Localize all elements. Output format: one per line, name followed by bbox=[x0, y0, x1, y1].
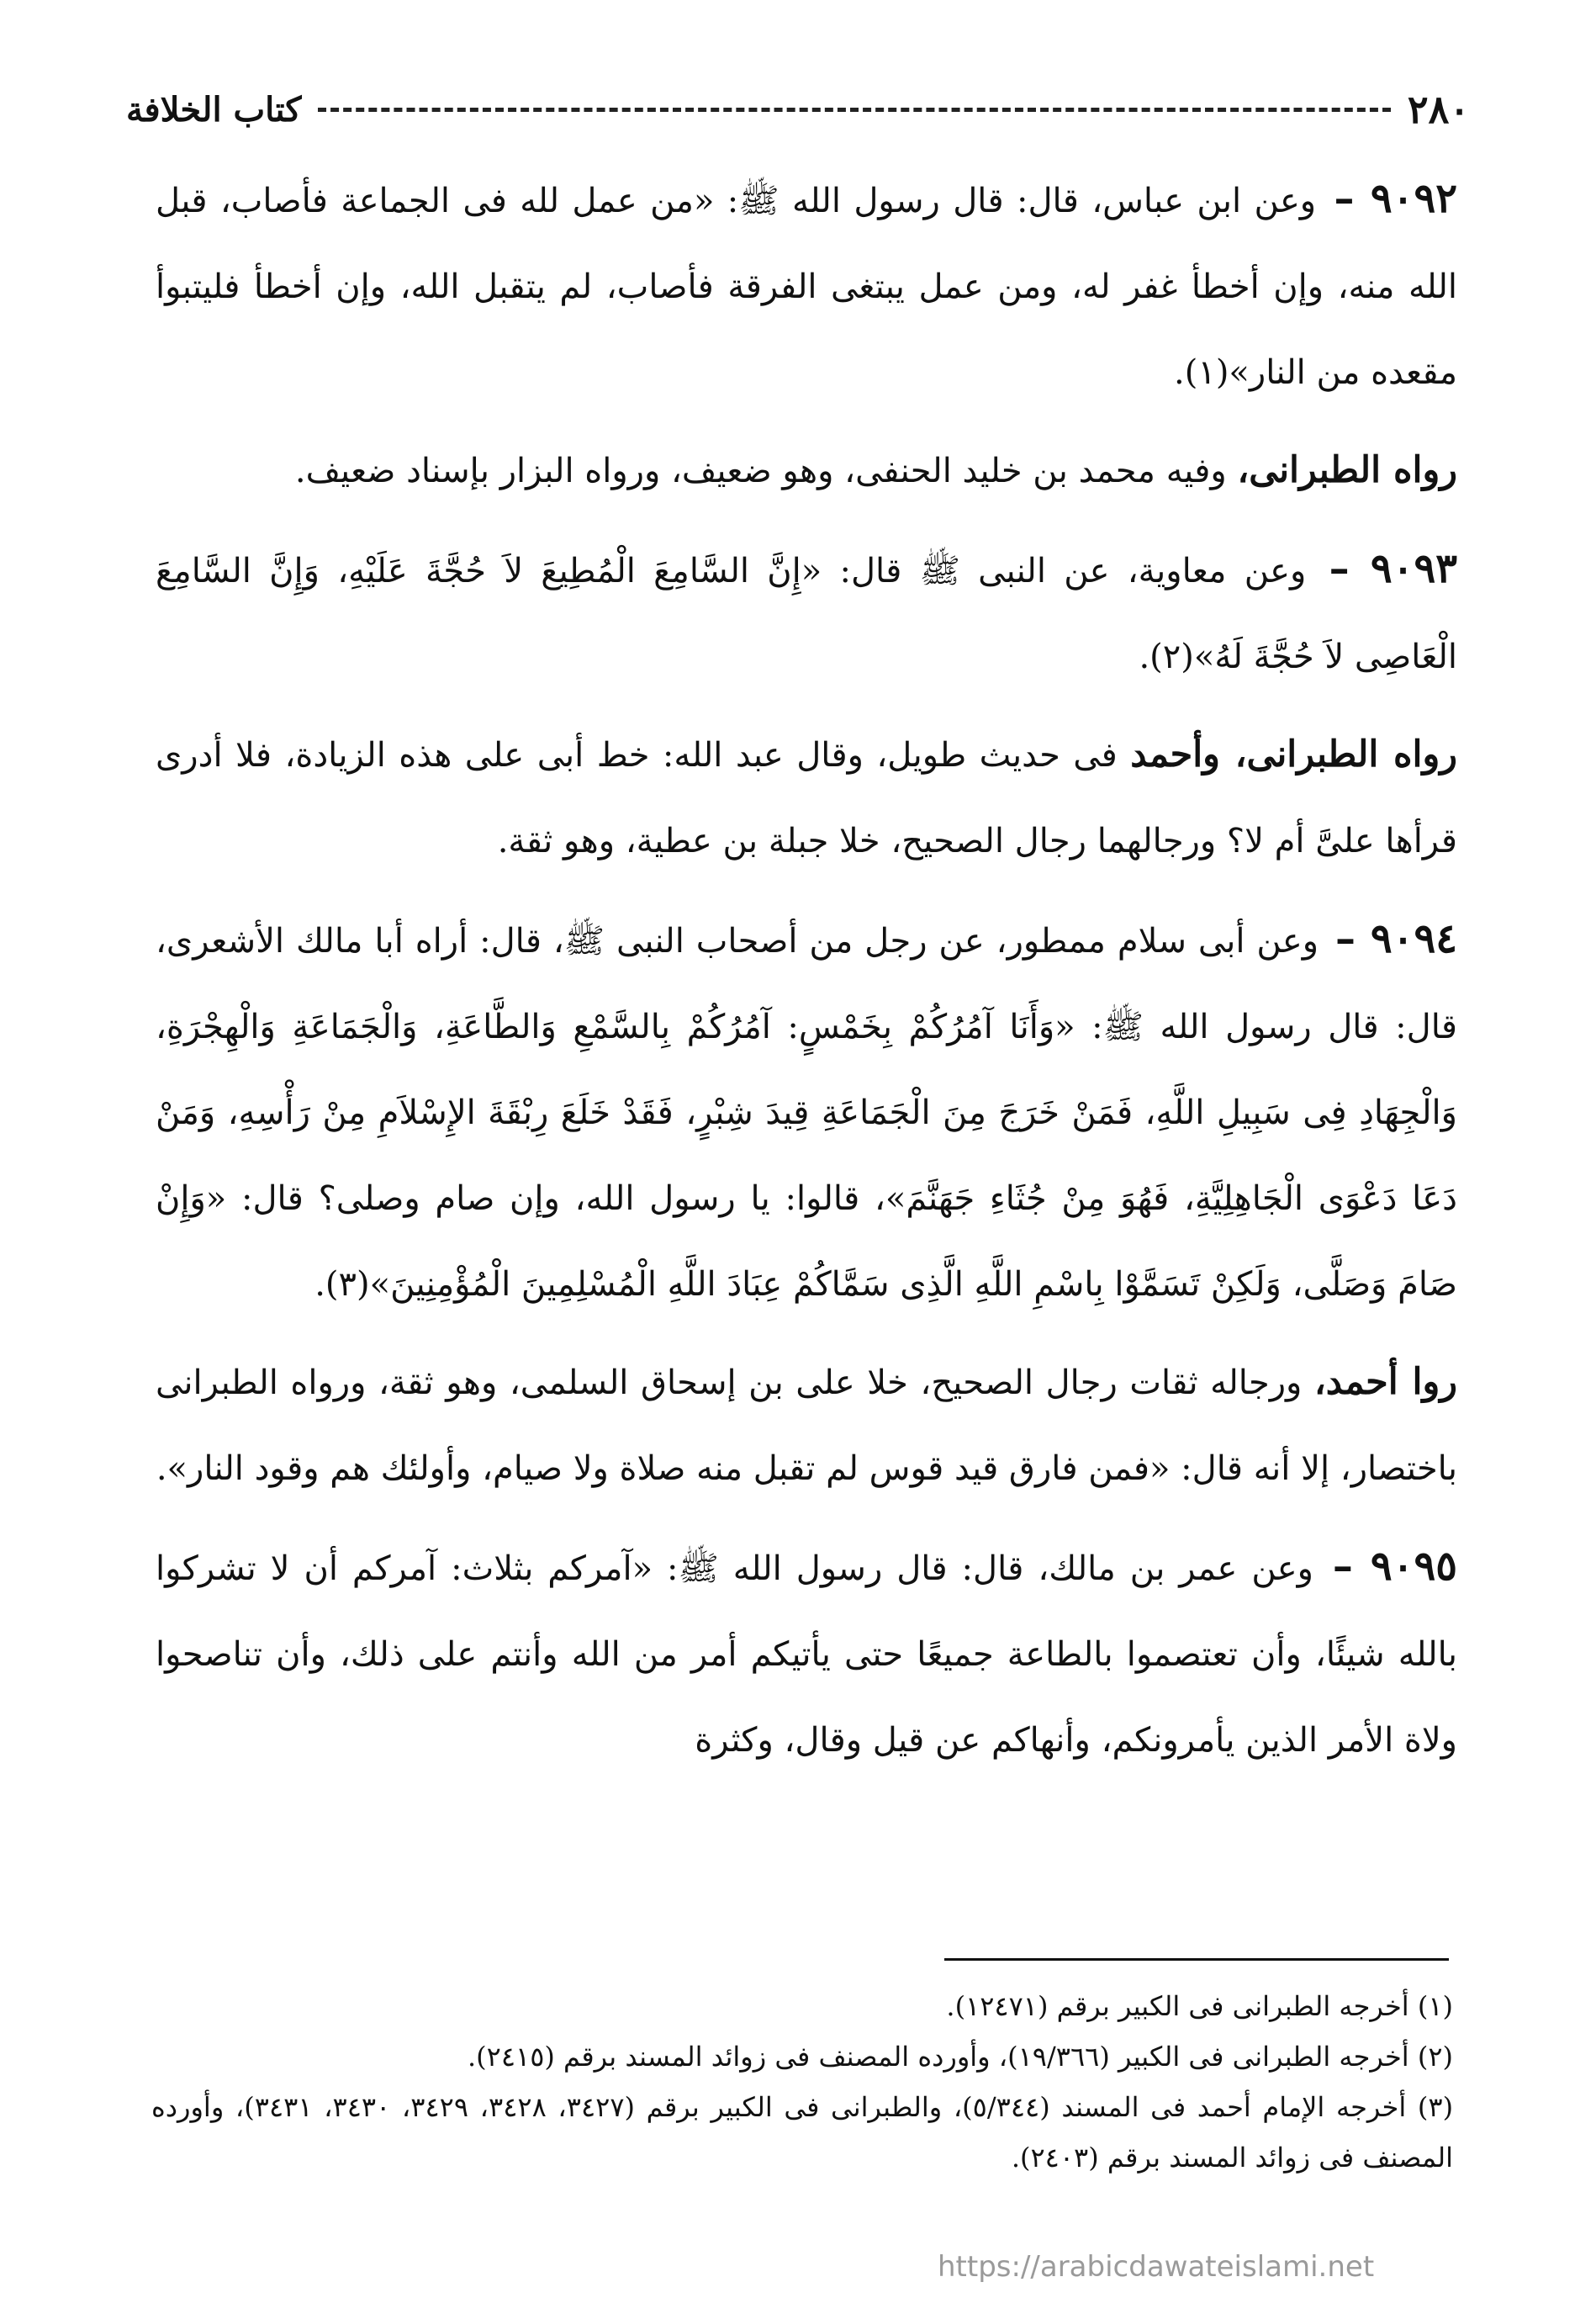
footnote-divider bbox=[944, 1958, 1449, 1961]
commentary-text: فى حديث طويل، وقال عبد الله: خط أبى على هذه الزيادة، فلا أدرى قرأها علىَّ أم لا؟ ورجالهما رجال الصحيح، خلا جبلة بن عطية، وهو ثقة. bbox=[156, 736, 1457, 860]
hadith-text: وعن معاوية، عن النبى ﷺ قال: «إِنَّ السَّامِعَ الْمُطِيعَ لاَ حُجَّةَ عَلَيْهِ، وَإِنَّ السَّامِعَ الْعَاصِى لاَ حُجَّةَ لَهُ»(٢). bbox=[156, 552, 1457, 676]
commentary-paragraph bbox=[156, 427, 1457, 514]
hadith-number: ٩٠٩٤ – bbox=[1334, 915, 1458, 962]
commentary-paragraph bbox=[156, 1339, 1457, 1512]
page-header bbox=[126, 84, 1470, 135]
book-title: كتاب الخلافة bbox=[126, 89, 302, 130]
hadith-number: ٩٠٩٢ – bbox=[1334, 175, 1457, 222]
commentary-text: ورجاله ثقات رجال الصحيح، خلا على بن إسحاق السلمى، وهو ثقة، ورواه الطبرانى باختصار، إلا أنه قال: «فمن فارق قيد قوس لم تقبل منه صلاة ولا صيام، وأولئك هم وقود النار». bbox=[156, 1363, 1457, 1488]
page-number: ٢٨٠ bbox=[1407, 87, 1470, 132]
commentary-paragraph bbox=[156, 712, 1457, 884]
footnote: (٣) أخرجه الإمام أحمد فى المسند (٥/٣٤٤)، والطبرانى فى الكبير برقم (٣٤٢٧، ٣٤٢٨، ٣٤٢٩، ٣٤٣٠، ٣٤٣١)، وأورده المصنف فى زوائد المسند برقم (٢٤٠٣). bbox=[151, 2091, 1454, 2174]
narrator-lead: رواه الطبرانى، bbox=[1237, 449, 1457, 491]
narrator-lead: رواه الطبرانى، وأحمد bbox=[1130, 733, 1458, 776]
hadith-paragraph bbox=[156, 156, 1457, 416]
hadith-text: وعن عمر بن مالك، قال: قال رسول الله ﷺ: «آمركم بثلاث: آمركم أن لا تشركوا بالله شيئًا، وأن تعتصموا بالطاعة جميعًا حتى يأتيكم أمر من الله وأنتم على ذلك، وأن تناصحوا ولاة الأمر الذين يأمرونكم، وأنهاكم عن قيل وقال، وكثرة bbox=[156, 1549, 1457, 1760]
hadith-number: ٩٠٩٣ – bbox=[1329, 545, 1457, 592]
hadith-paragraph bbox=[156, 896, 1457, 1327]
hadith-number: ٩٠٩٥ – bbox=[1332, 1543, 1458, 1590]
hadith-paragraph bbox=[156, 1523, 1457, 1783]
watermark-url: https://arabicdawateislami.net bbox=[938, 2250, 1375, 2284]
footnote: (١) أخرجه الطبرانى فى الكبير برقم (١٢٤٧١). bbox=[946, 1990, 1453, 2022]
hadith-text: وعن أبى سلام ممطور، عن رجل من أصحاب النبى ﷺ، قال: أراه أبا مالك الأشعرى، قال: قال رسول الله ﷺ: «وَأَنَا آمُرُكُمْ بِخَمْسٍ: آمُرُكُمْ بِالسَّمْعِ وَالطَّاعَةِ، وَالْجَمَاعَةِ وَالْهِجْرَةِ، وَالْجِهَادِ فِى سَبِيلِ اللَّهِ، فَمَنْ خَرَجَ مِنَ الْجَمَاعَةِ قِيدَ شِبْرٍ، فَقَدْ خَلَعَ رِبْقَةَ الإِسْلاَمِ مِنْ رَأْسِهِ، وَمَنْ دَعَا دَعْوَى الْجَاهِلِيَّةِ، فَهُوَ مِنْ جُثَاءِ جَهَنَّمَ»، قالوا: يا رسول الله، وإن صام وصلى؟ قال: «وَإِنْ صَامَ وَصَلَّى، وَلَكِنْ تَسَمَّوْا بِاسْمِ اللَّهِ الَّذِى سَمَّاكُمْ عِبَادَ اللَّهِ الْمُسْلِمِينَ الْمُؤْمِنِينَ»(٣). bbox=[156, 922, 1457, 1304]
footnote: (٢) أخرجه الطبرانى فى الكبير (١٩/٣٦٦)، وأورده المصنف فى زوائد المسند برقم (٢٤١٥). bbox=[467, 2041, 1453, 2073]
hadith-paragraph bbox=[156, 526, 1457, 700]
main-text bbox=[156, 156, 1457, 1795]
commentary-text: وفيه محمد بن خليد الحنفى، وهو ضعيف، ورواه البزار بإسناد ضعيف. bbox=[294, 452, 1227, 490]
narrator-lead: روا أحمد، bbox=[1313, 1361, 1457, 1403]
header-divider bbox=[318, 108, 1390, 112]
hadith-text: وعن ابن عباس، قال: قال رسول الله ﷺ: «من عمل لله فى الجماعة فأصاب، قبل الله منه، وإن أخطأ غفر له، ومن عمل يبتغى الفرقة فأصاب، لم يتقبل الله، وإن أخطأ فليتبوأ مقعده من النار»(١). bbox=[156, 182, 1457, 392]
footnotes bbox=[151, 1981, 1453, 2183]
